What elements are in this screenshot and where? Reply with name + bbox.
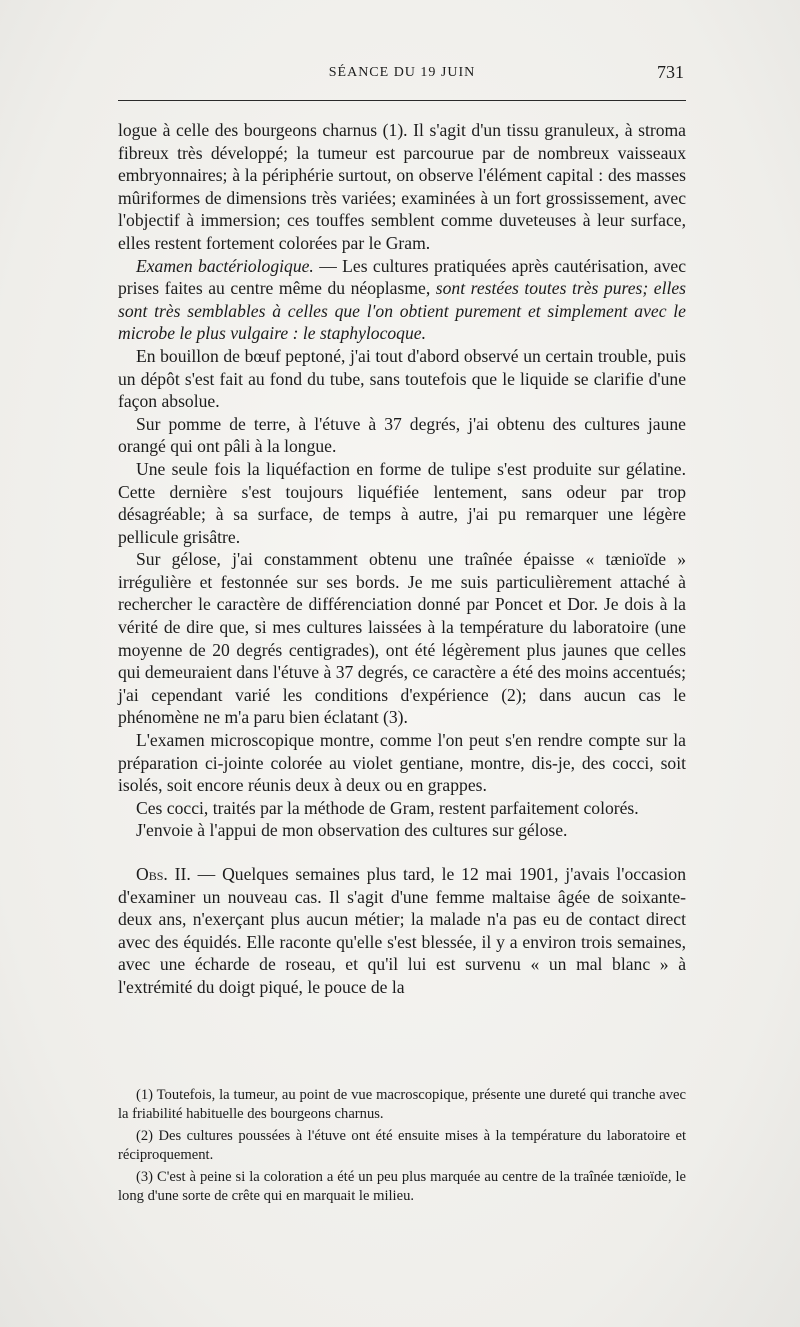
paragraph-observation-2 [118,863,686,999]
section-heading: Examen bactériologique. [136,255,314,276]
paragraph-italic-text: sont restées toutes très pures; elles sont très semblables à celles que l'on obtient purement et simplement avec le microbe le plus vulgaire : le staphylocoque. [118,278,687,344]
page-number: 731 [657,62,684,82]
paragraph-text: — Les cultures pratiquées après cautérisation, avec prises faites au centre même du néoplasme, [118,255,687,299]
observation-label: Obs. II. [136,864,191,884]
paragraph-examen-bacteriologique [118,255,686,345]
paragraph-examen-microscopique: L'examen microscopique montre, comme l'on peut s'en rendre compte sur la préparation ci-jointe colorée au violet gentiane, montre, dis-je, des cocci, soit isolés, soit encore réunis deux à deux ou en grappes. [118,730,686,796]
paragraph-envoi: J'envoie à l'appui de mon observation des cultures sur gélose. [136,820,568,841]
footnote-3: (3) C'est à peine si la coloration a été un peu plus marquée au centre de la traînée tænioïde, le long d'une sorte de crête qui en marquait le milieu. [118,1169,686,1204]
footnote-2: (2) Des cultures poussées à l'étuve ont été ensuite mises à la température du laboratoire et réciproquement. [118,1128,686,1163]
paragraph-gram: Ces cocci, traités par la méthode de Gram, restent parfaitement colorés. [136,797,639,818]
body-text [118,119,686,999]
header-rule [118,100,686,101]
paragraph-1: logue à celle des bourgeons charnus (1). Il s'agit d'un tissu granuleux, à stroma fibreux très développé; la tumeur est parcourue par de nombreux vaisseaux embryonnaires; à la périphérie surtout, on observe l'élément capital : des masses mûriformes de dimensions très variées; examinées à un fort grossissement, avec l'objectif à immersion; ces touffes semblent comme duveteuses à leur surface, elles restent fortement colorées par le Gram. [118,120,686,253]
running-title: SÉANCE DU 19 JUIN [328,65,476,80]
paragraph-gelatine: Une seule fois la liquéfaction en forme de tulipe s'est produite sur gélatine. Cette dernière s'est toujours liquéfiée lentement, sans odeur par trop désagréable; à sa surface, de temps à autre, j'ai pu remarquer une légère pellicule grisâtre. [118,458,686,547]
paragraph-bouillon: En bouillon de bœuf peptoné, j'ai tout d'abord observé un certain trouble, puis un dépôt s'est fait au fond du tube, sans toutefois que le liquide se clarifie d'une façon absolue. [118,345,686,412]
footnotes [118,1086,686,1206]
paragraph-text: — Quelques semaines plus tard, le 12 mai 1901, j'avais l'occasion d'examiner un nouveau cas. Il s'agit d'une femme maltaise âgée de soixante-deux ans, n'exerçant plus aucun métier; la malade n'a pas eu de contact direct avec des équidés. Elle raconte qu'elle s'est blessée, il y a environ trois semaines, avec une écharde de roseau, et qu'il lui est survenu « un mal blanc » à l'extrémité du doigt piqué, le pouce de la [118,864,686,997]
page-header [118,62,686,88]
footnote-1: (1) Toutefois, la tumeur, au point de vue macroscopique, présente une dureté qui tranche avec la friabilité habituelle des bourgeons charnus. [118,1087,686,1122]
paragraph-gelose: Sur gélose, j'ai constamment obtenu une traînée épaisse « tænioïde » irrégulière et festonnée sur ses bords. Je me suis particulièrement attaché à rechercher le caractère de différenciation donné par Poncet et Dor. Je dois à la vérité de dire que, si mes cultures laissées à la température du laboratoire (une moyenne de 20 degrés centigrades), ont été légèrement plus jaunes que celles qui demeuraient dans l'étuve à 37 degrés, ce caractère a été des moins accentués; j'ai cependant varié les conditions d'expérience (2); dans aucun cas le phénomène ne m'a paru bien éclatant (3). [118,549,686,728]
paragraph-pomme-de-terre: Sur pomme de terre, à l'étuve à 37 degrés, j'ai obtenu des cultures jaune orangé qui ont pâli à la longue. [118,413,686,457]
